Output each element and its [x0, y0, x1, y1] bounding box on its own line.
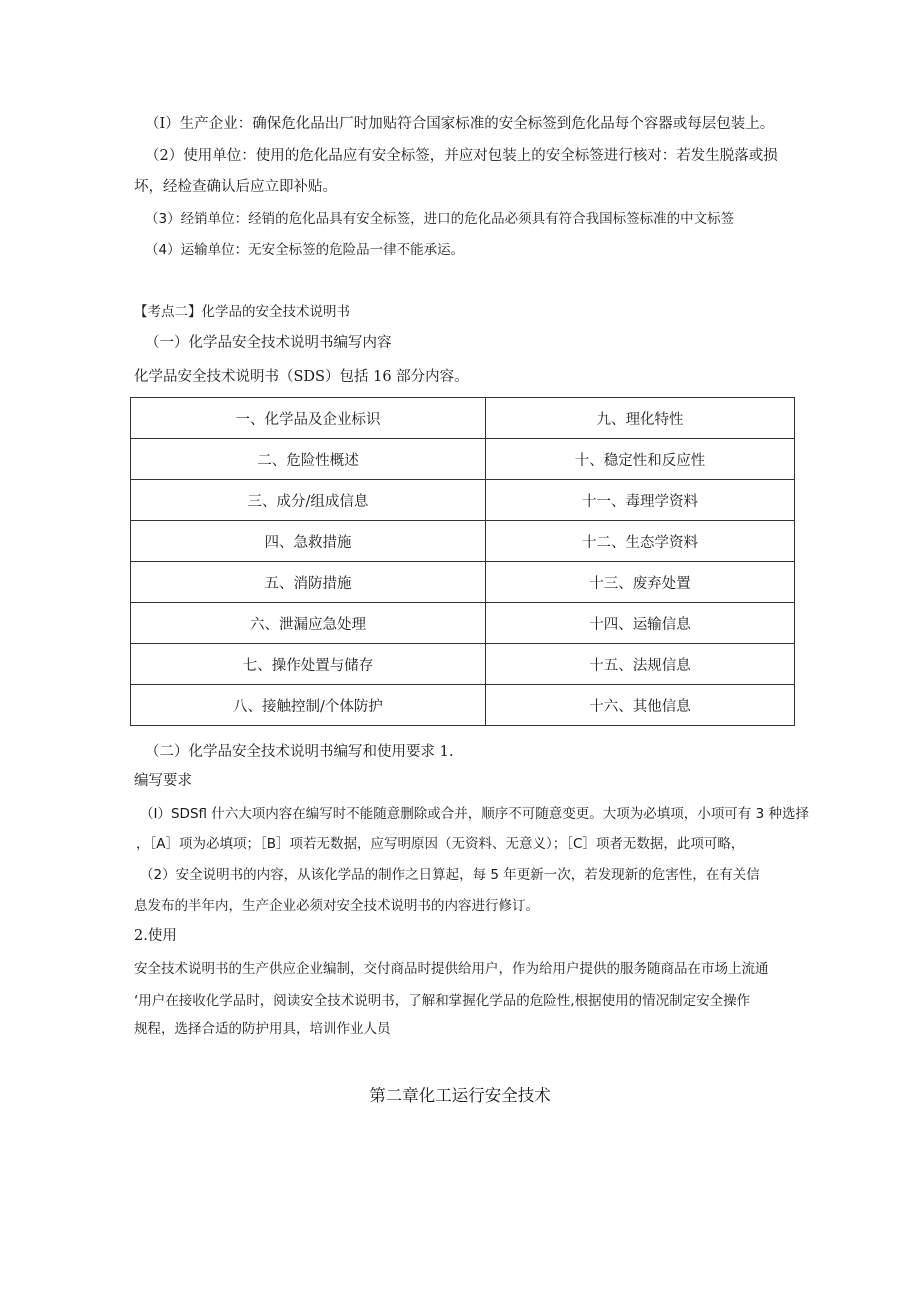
- sds-contents-table: [130, 397, 795, 726]
- requirement-2-cont: 息发布的半年内，生产企业必须对安全技术说明书的内容进行修订。: [134, 898, 539, 914]
- table-cell-left: 三、成分/组成信息: [131, 480, 486, 521]
- table-cell-right: 十三、废弃处置: [486, 562, 795, 603]
- para-transport-unit: （4）运输单位：无安全标签的危险品一律不能承运。: [145, 242, 465, 258]
- table-cell-left: 四、急救措施: [131, 521, 486, 562]
- requirement-2: （2）安全说明书的内容，从该化学品的制作之日算起，每 5 年更新一次，若发现新的危害性，在有关信: [140, 867, 760, 883]
- table-row: [131, 398, 795, 439]
- table-row: [131, 644, 795, 685]
- table-cell-left: 五、消防措施: [131, 562, 486, 603]
- usage-text-1: 安全技术说明书的生产供应企业编制，交付商品时提供给用户，作为给用户提供的服务随商品在市场上流通: [134, 961, 769, 977]
- table-cell-left: 七、操作处置与储存: [131, 644, 486, 685]
- table-cell-right: 十六、其他信息: [486, 685, 795, 726]
- table-cell-left: 六、泄漏应急处理: [131, 603, 486, 644]
- sds-intro: 化学品安全技术说明书（SDS）包括 16 部分内容。: [134, 369, 469, 385]
- table-cell-right: 十二、生态学资料: [486, 521, 795, 562]
- section-heading: 【考点二】化学品的安全技术说明书: [134, 304, 350, 320]
- usage-title: 2.使用: [134, 928, 177, 944]
- para-production-enterprise: （I）生产企业：确保危化品出厂时加贴符合国家标准的安全标签到危化品每个容器或每层包装上。: [145, 116, 775, 132]
- table-cell-left: 二、危险性概述: [131, 439, 486, 480]
- table-row: [131, 603, 795, 644]
- table-row: [131, 562, 795, 603]
- para-user-unit: （2）使用单位：使用的危化品应有安全标签，并应对包装上的安全标签进行核对：若发生脱落或损: [145, 148, 778, 164]
- subheading-requirements: （二）化学品安全技术说明书编写和使用要求 1.: [145, 744, 454, 760]
- table-cell-right: 十四、运输信息: [486, 603, 795, 644]
- requirement-1-cont: ，［A］项为必填项；［B］项若无数据，应写明原因（无资料、无意义）；［C］项者无数据，此项可略，: [136, 836, 745, 852]
- usage-text-2: ‘用户在接收化学品时，阅读安全技术说明书，了解和掌握化学品的危险性,根据使用的情况制定安全操作: [134, 993, 751, 1009]
- writing-requirements-title: 编写要求: [134, 773, 192, 789]
- table-cell-left: 一、化学品及企业标识: [131, 398, 486, 439]
- requirement-1: （I）SDSfl 什六大项内容在编写时不能随意删除或合并，顺序不可随意变更。大项为必填项，小项可有 3 种选择: [140, 806, 809, 822]
- table-cell-right: 九、理化特性: [486, 398, 795, 439]
- table-row: [131, 439, 795, 480]
- para-distribution-unit: （3）经销单位：经销的危化品具有安全标签，进口的危化品必须具有符合我国标签标准的中文标签: [145, 211, 735, 227]
- table-row: [131, 685, 795, 726]
- table-cell-right: 十、稳定性和反应性: [486, 439, 795, 480]
- table-cell-left: 八、接触控制/个体防护: [131, 685, 486, 726]
- table-row: [131, 521, 795, 562]
- chapter-title: 第二章化工运行安全技术: [369, 1086, 551, 1105]
- usage-text-3: 规程，选择合适的防护用具，培训作业人员: [134, 1021, 391, 1037]
- table-cell-right: 十一、毒理学资料: [486, 480, 795, 521]
- table-row: [131, 480, 795, 521]
- para-user-unit-cont: 坏，经检查确认后应立即补贴。: [134, 179, 337, 195]
- table-cell-right: 十五、法规信息: [486, 644, 795, 685]
- subheading-content: （一）化学品安全技术说明书编写内容: [145, 335, 392, 351]
